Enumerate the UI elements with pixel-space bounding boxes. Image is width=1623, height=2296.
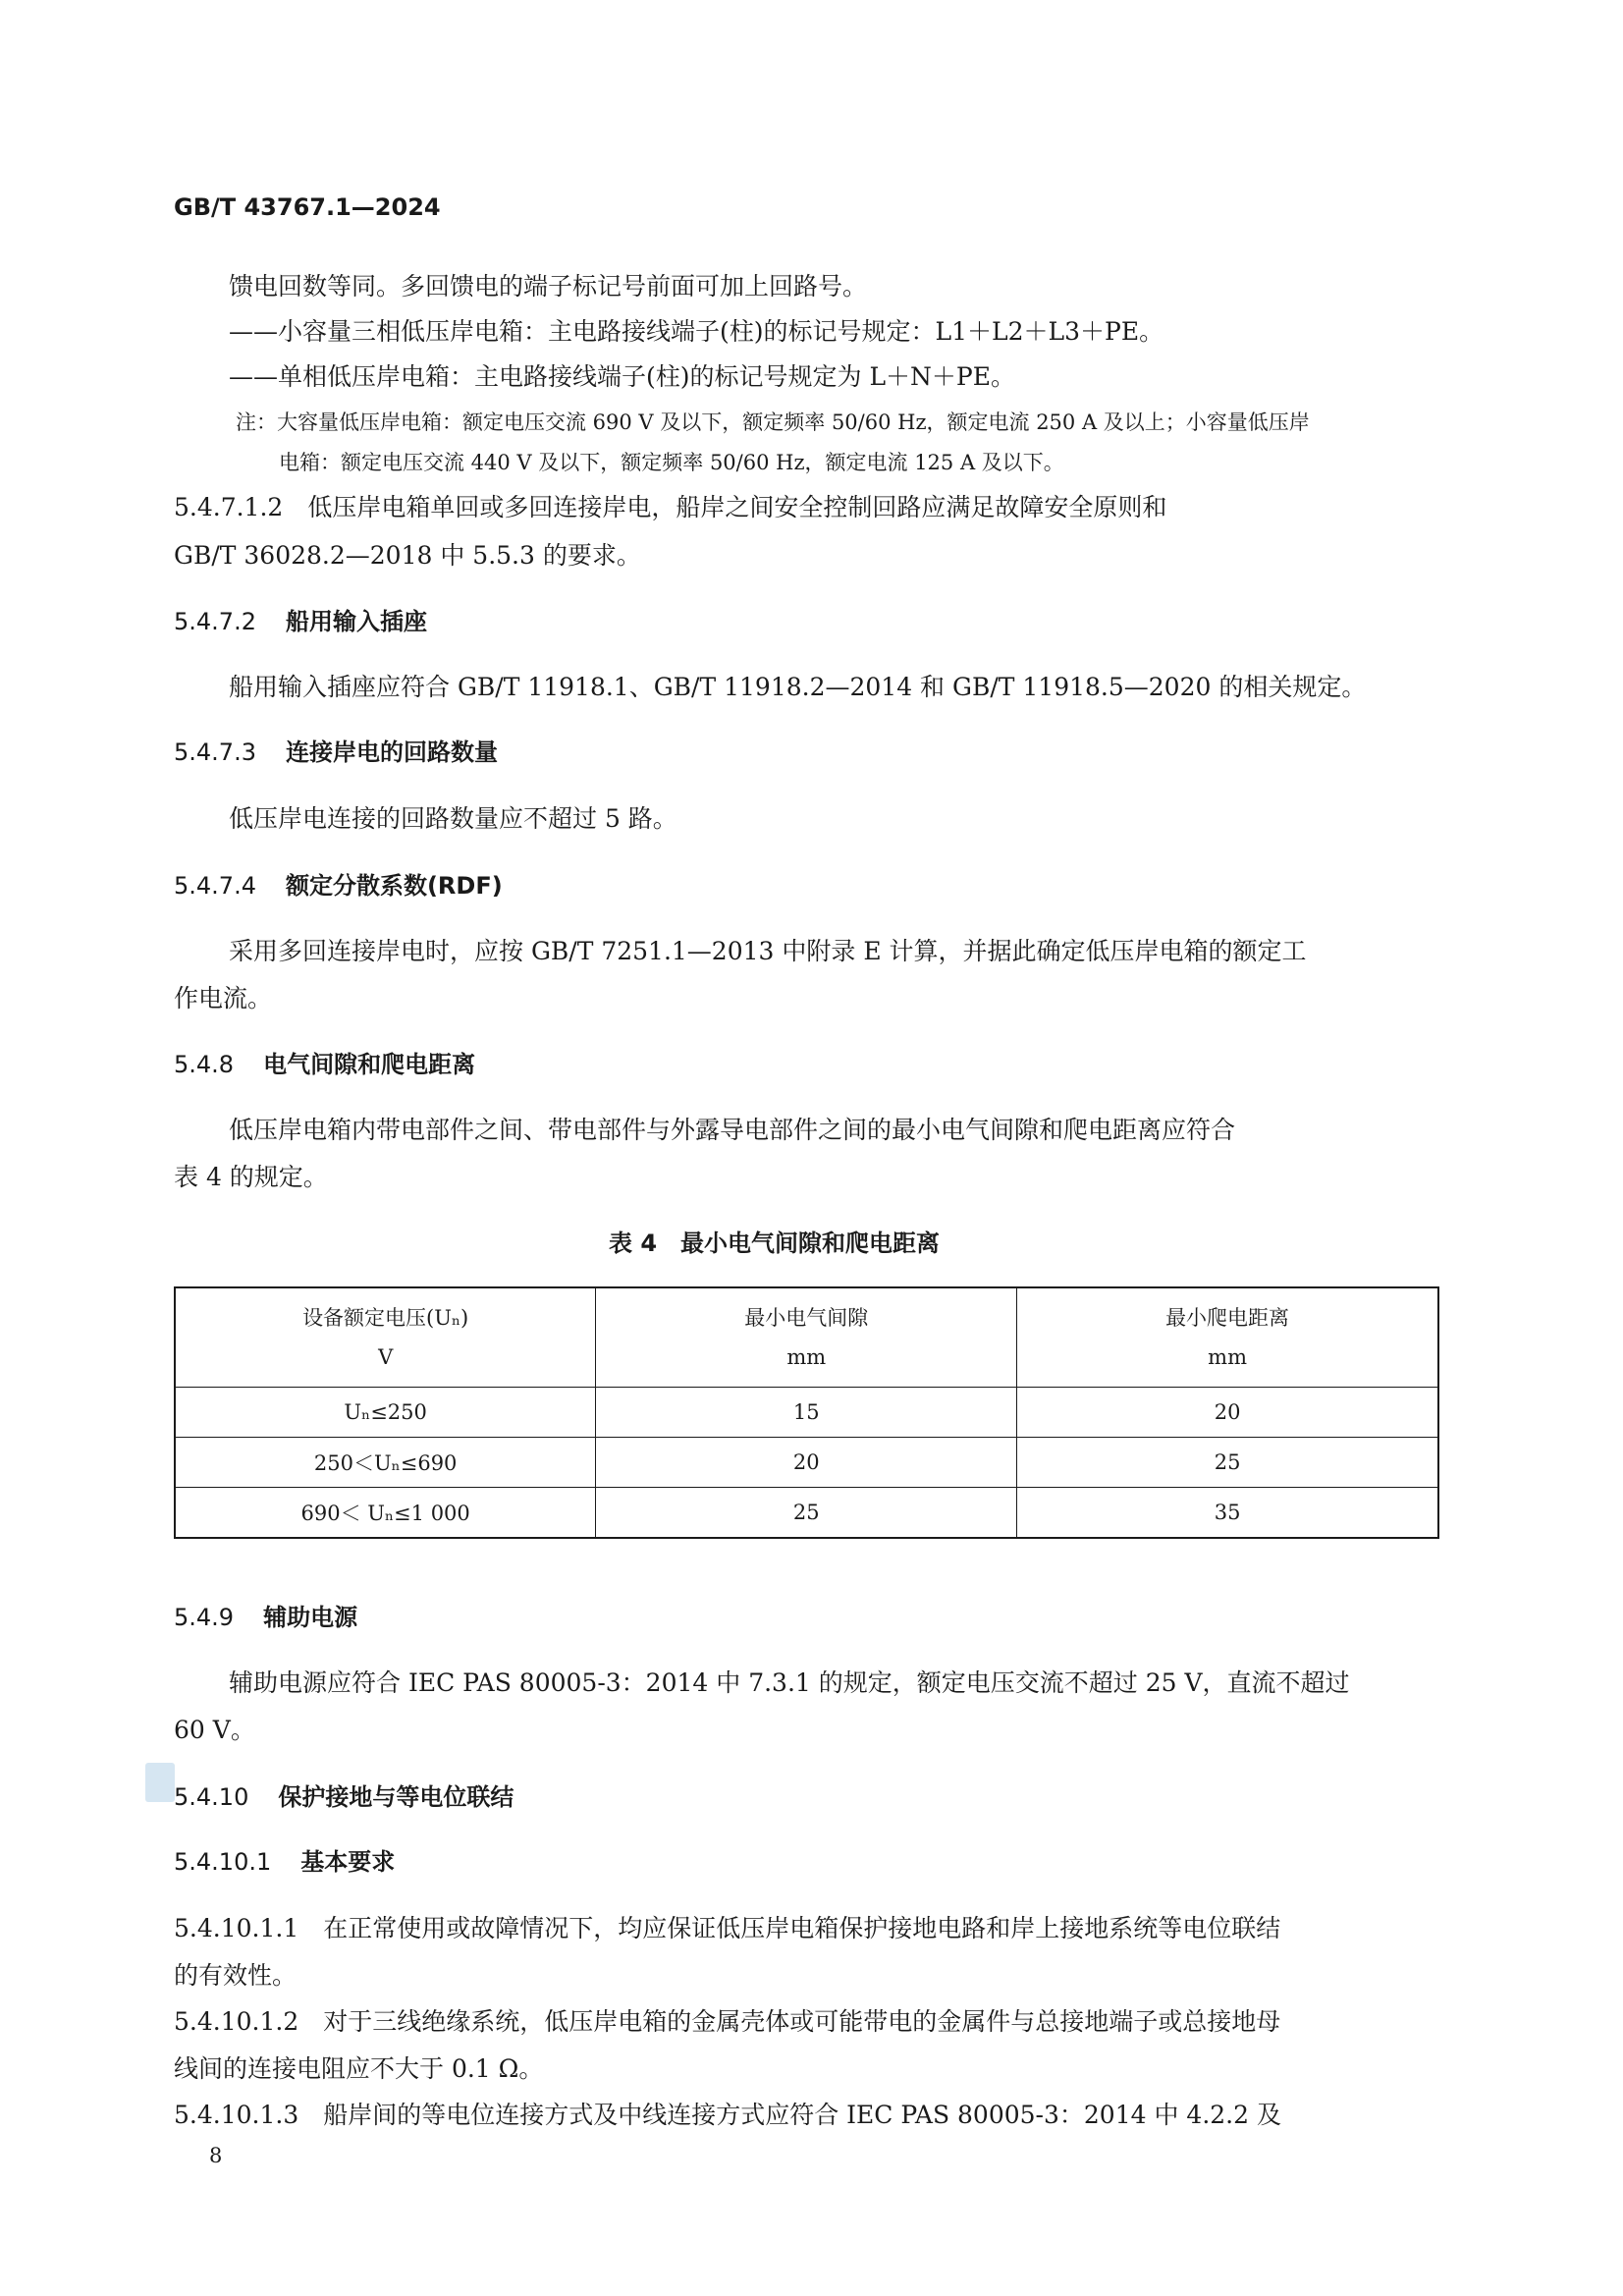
clause-5-4-10-1-3: 5.4.10.1.3 船岸间的等电位连接方式及中线连接方式应符合 IEC PAS 80005-3：2014 中 4.2.2 及: [174, 2101, 1281, 2129]
table-row: [175, 1438, 1438, 1488]
heading-title: 基本要求: [300, 1848, 396, 1876]
heading-number: 5.4.9: [174, 1604, 235, 1631]
table-header-row: [175, 1287, 1438, 1388]
heading-title: 保护接地与等电位联结: [278, 1783, 514, 1811]
list-item: ——小容量三相低压岸电箱：主电路接线端子(柱)的标记号规定：L1＋L2＋L3＋PE。: [229, 317, 1164, 346]
list-item: ——单相低压岸电箱：主电路接线端子(柱)的标记号规定为 L＋N＋PE。: [229, 362, 1016, 391]
heading-number: 5.4.10.1: [174, 1848, 272, 1876]
cell-clearance: 20: [596, 1438, 1017, 1488]
section-heading-5-4-10-1: [174, 1842, 395, 1877]
cell-creepage: 20: [1017, 1388, 1438, 1438]
heading-number: 5.4.7.4: [174, 872, 256, 900]
cell-voltage: 250＜Uₙ≤690: [175, 1438, 596, 1488]
watermark-icon: [145, 1763, 175, 1802]
paragraph: 作电流。: [174, 984, 273, 1012]
clearance-creepage-table: [174, 1286, 1439, 1539]
note-text: 电箱：额定电压交流 440 V 及以下，额定频率 50/60 Hz，额定电流 125 A 及以下。: [279, 451, 1064, 474]
section-heading-5-4-9: [174, 1598, 357, 1632]
paragraph: 船用输入插座应符合 GB/T 11918.1、GB/T 11918.2—2014 和 GB/T 11918.5—2020 的相关规定。: [229, 673, 1367, 701]
table-row: [175, 1488, 1438, 1539]
paragraph: 采用多回连接岸电时，应按 GB/T 7251.1—2013 中附录 E 计算，并据此确定低压岸电箱的额定工: [229, 937, 1307, 965]
section-heading-5-4-8: [174, 1045, 475, 1079]
paragraph: 低压岸电连接的回路数量应不超过 5 路。: [229, 804, 677, 833]
paragraph: GB/T 36028.2—2018 中 5.5.3 的要求。: [174, 541, 641, 570]
paragraph: 馈电回数等同。多回馈电的端子标记号前面可加上回路号。: [229, 272, 868, 301]
section-heading-5-4-7-3: [174, 733, 498, 767]
paragraph: 60 V。: [174, 1716, 255, 1744]
clause-5-4-7-1-2: 5.4.7.1.2 低压岸电箱单回或多回连接岸电，船岸之间安全控制回路应满足故障安全原则和: [174, 493, 1167, 521]
paragraph: 的有效性。: [174, 1961, 298, 1990]
heading-number: 5.4.8: [174, 1051, 235, 1078]
note-text: 注：大容量低压岸电箱：额定电压交流 690 V 及以下，额定频率 50/60 Hz，额定电流 250 A 及以上；小容量低压岸: [236, 410, 1310, 434]
cell-clearance: 25: [596, 1488, 1017, 1539]
column-header-creepage: 最小爬电距离 mm: [1017, 1287, 1438, 1388]
heading-number: 5.4.7.2: [174, 608, 256, 635]
section-heading-5-4-10: [174, 1777, 514, 1812]
cell-clearance: 15: [596, 1388, 1017, 1438]
heading-title: 连接岸电的回路数量: [285, 738, 498, 766]
section-heading-5-4-7-4: [174, 866, 503, 901]
cell-creepage: 25: [1017, 1438, 1438, 1488]
page-number: 8: [209, 2144, 223, 2167]
heading-title: 辅助电源: [263, 1604, 358, 1631]
cell-voltage: 690＜ Uₙ≤1 000: [175, 1488, 596, 1539]
heading-number: 5.4.10: [174, 1783, 249, 1811]
clause-5-4-10-1-1: 5.4.10.1.1 在正常使用或故障情况下，均应保证低压岸电箱保护接地电路和岸上接地系统等电位联结: [174, 1914, 1281, 1942]
heading-title: 额定分散系数(RDF): [285, 872, 503, 900]
column-header-voltage: 设备额定电压(Uₙ) V: [175, 1287, 596, 1388]
standard-number: GB/T 43767.1—2024: [174, 193, 441, 221]
cell-voltage: Uₙ≤250: [175, 1388, 596, 1438]
paragraph: 低压岸电箱内带电部件之间、带电部件与外露导电部件之间的最小电气间隙和爬电距离应符合: [229, 1116, 1236, 1144]
paragraph: 线间的连接电阻应不大于 0.1 Ω。: [174, 2054, 544, 2083]
table-caption: 表 4 最小电气间隙和爬电距离: [609, 1230, 941, 1257]
column-header-clearance: 最小电气间隙 mm: [596, 1287, 1017, 1388]
heading-title: 船用输入插座: [285, 608, 427, 635]
heading-number: 5.4.7.3: [174, 738, 256, 766]
heading-title: 电气间隙和爬电距离: [263, 1051, 476, 1078]
cell-creepage: 35: [1017, 1488, 1438, 1539]
paragraph: 表 4 的规定。: [174, 1163, 328, 1191]
table-row: [175, 1388, 1438, 1438]
section-heading-5-4-7-2: [174, 602, 427, 636]
clause-5-4-10-1-2: 5.4.10.1.2 对于三线绝缘系统，低压岸电箱的金属壳体或可能带电的金属件与总接地端子或总接地母: [174, 2007, 1281, 2036]
paragraph: 辅助电源应符合 IEC PAS 80005-3：2014 中 7.3.1 的规定，额定电压交流不超过 25 V，直流不超过: [229, 1668, 1350, 1697]
